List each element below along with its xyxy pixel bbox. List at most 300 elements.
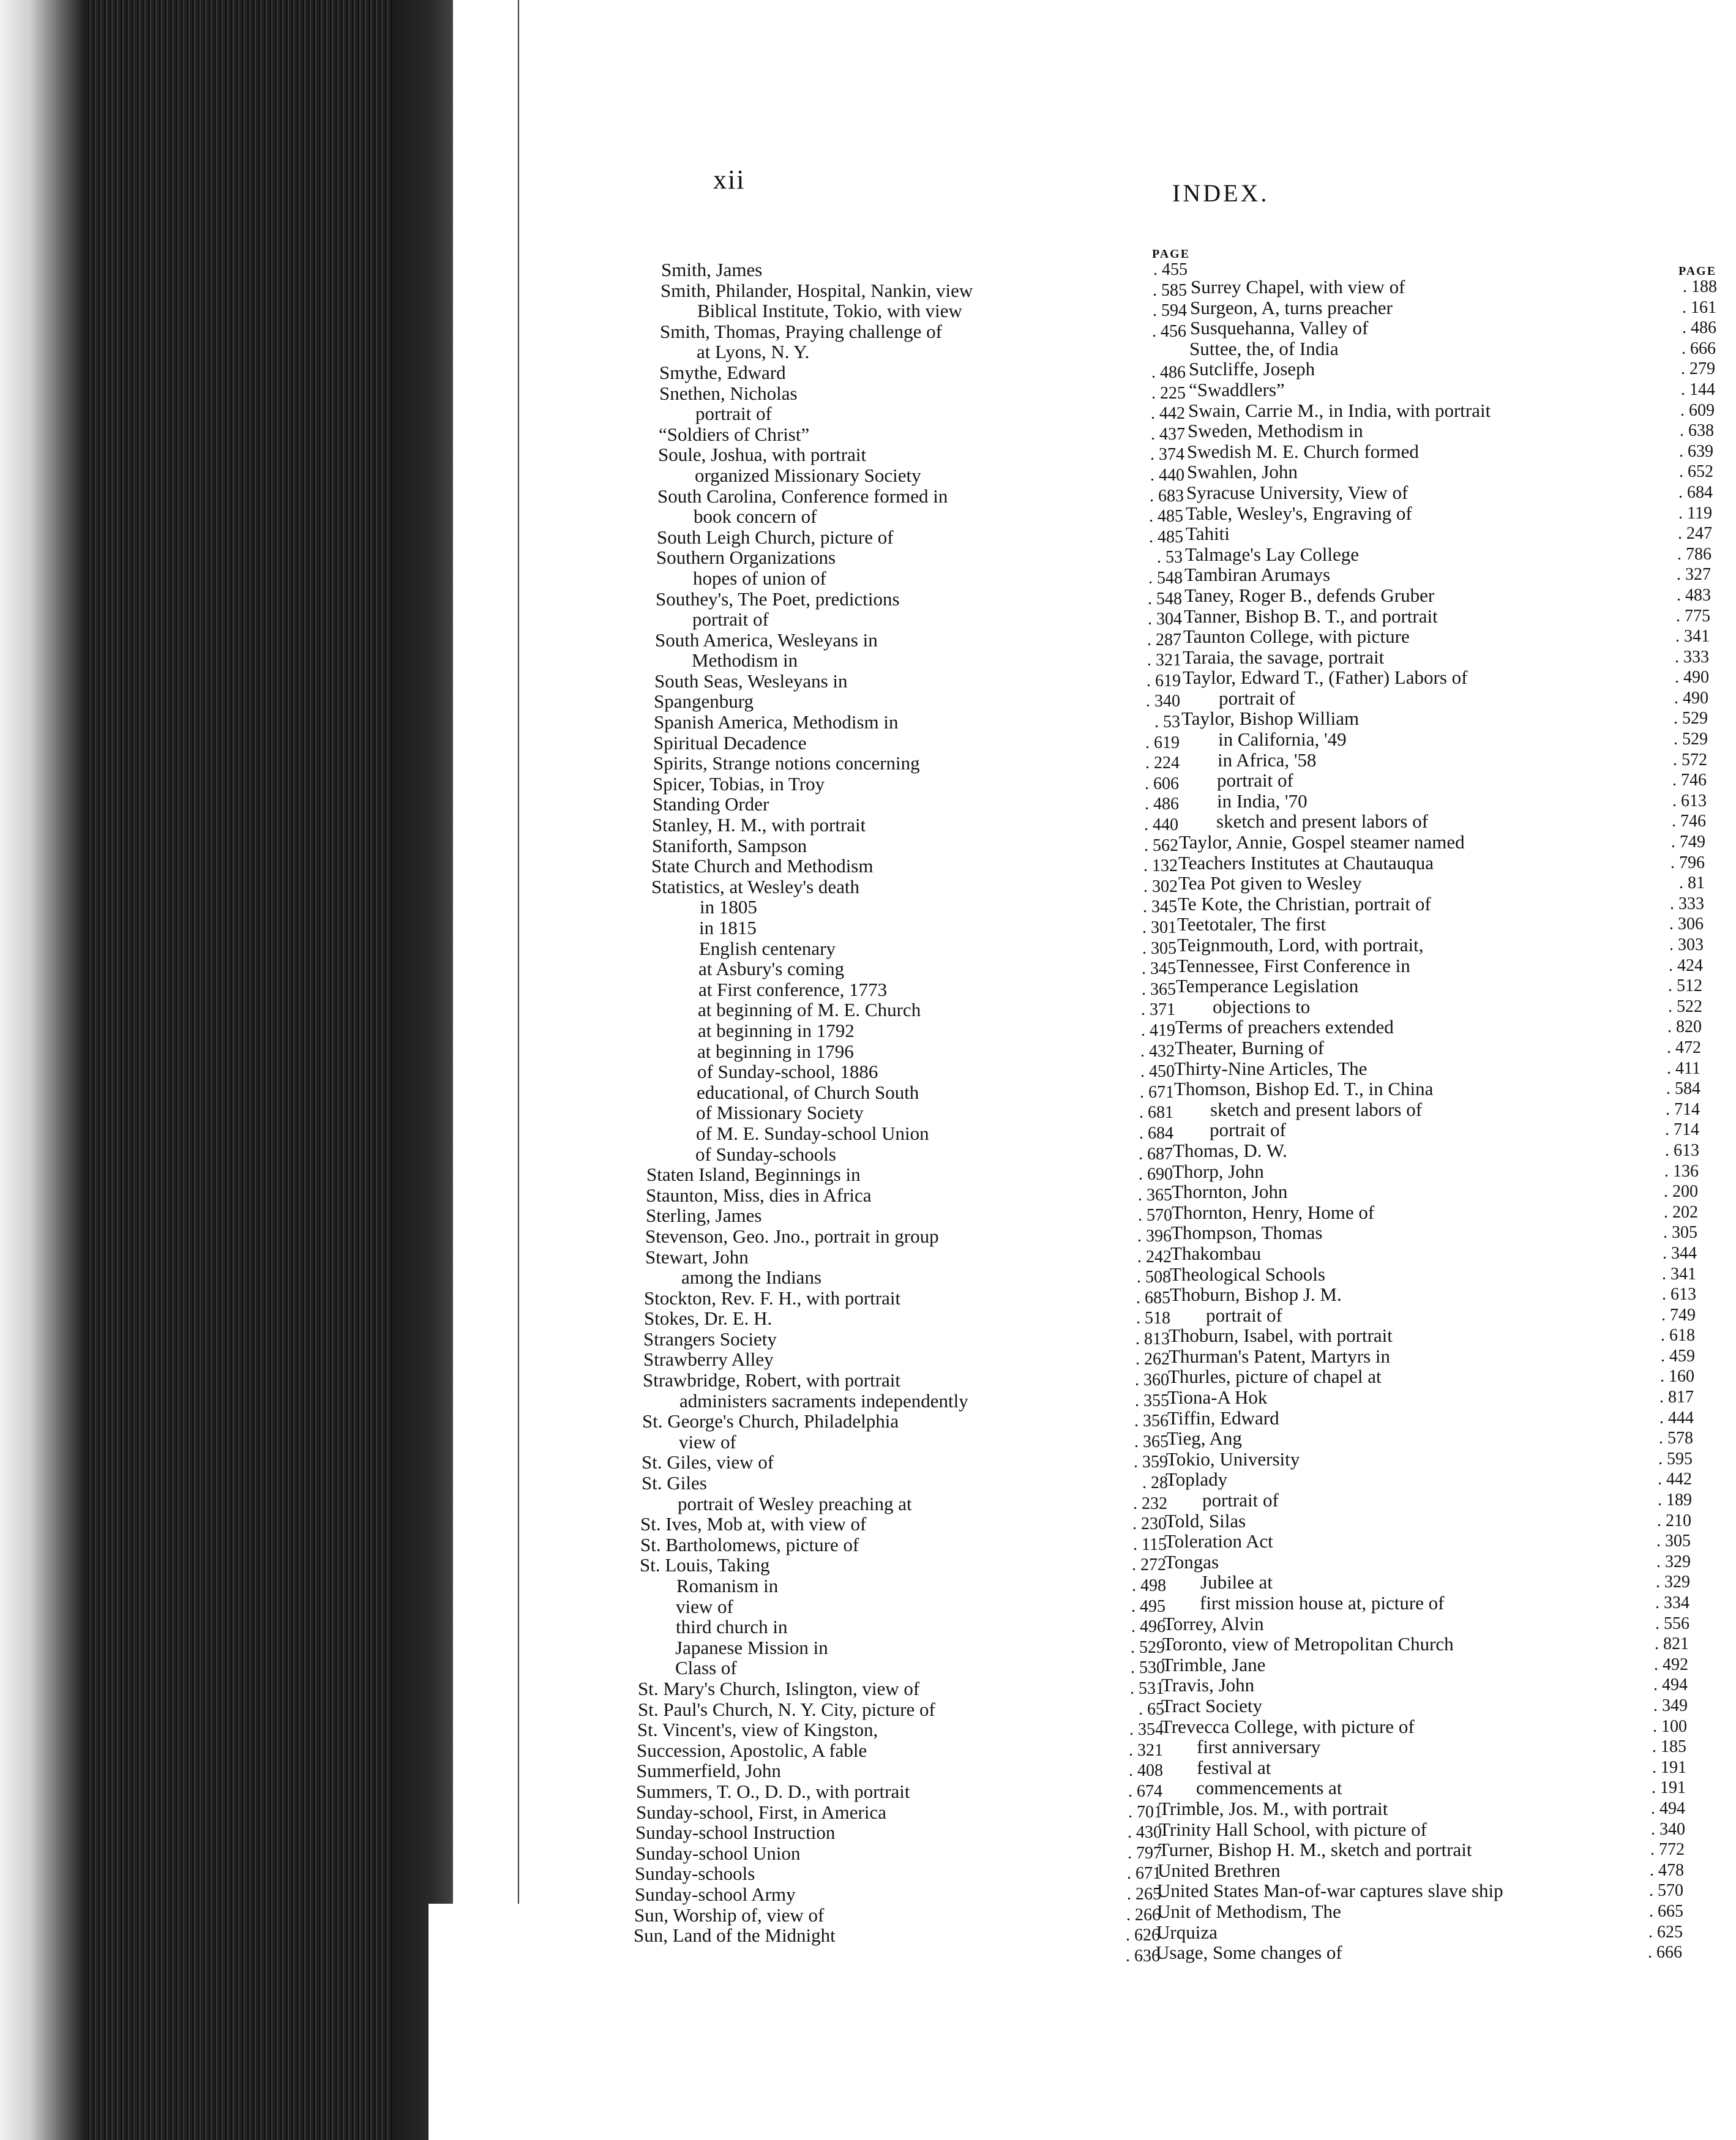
index-entry-page: . 333 [1675,647,1709,667]
index-entry-text: Told, Silas [1165,1510,1246,1532]
index-entry [642,1473,1212,1494]
index-entry-page: . 262 [1136,1350,1170,1369]
index-entry [1173,1140,1729,1161]
index-entry-page: . 345 [1143,897,1177,917]
index-entry-page: . 821 [1655,1634,1689,1654]
index-entry-text: Usage, Some changes of [1156,1942,1342,1964]
index-entry [651,856,1212,877]
index-entry-page: . 444 [1659,1408,1694,1427]
index-entry-page: . 191 [1652,1757,1686,1777]
index-entry [1156,1942,1729,1963]
index-entry-text: Staunton, Miss, dies in Africa [646,1184,872,1206]
index-entry [1180,770,1729,791]
index-entry [646,1205,1212,1226]
index-entry-text: Tea Pot given to Wesley [1178,872,1362,894]
index-entry-text: Romanism in [676,1575,779,1596]
index-entry-page: . 786 [1677,544,1712,564]
index-entry-page: . 430 [1128,1823,1162,1843]
index-entry-page: . 321 [1147,651,1181,670]
index-entry-text: Suttee, the, of India [1189,337,1339,359]
index-entry-text: St. Bartholomews, picture of [640,1533,859,1555]
index-entry [647,1102,1212,1123]
index-entry-page: . 490 [1675,668,1709,687]
index-entry [648,1082,1212,1103]
index-entry-page: . 749 [1671,832,1705,852]
index-entry [1169,1305,1729,1326]
index-entry-text: Jubilee at [1200,1571,1273,1593]
index-entry [649,1020,1212,1041]
index-entry-page: . 594 [1153,301,1187,321]
index-entry-page: . 200 [1664,1182,1698,1202]
index-entry [655,650,1212,671]
index-entry [1173,1120,1729,1140]
index-entry-text: Surgeon, A, turns preacher [1190,296,1393,318]
index-entry [639,1617,1212,1637]
index-entry [659,403,1212,424]
index-entry-text: in India, '70 [1217,790,1308,812]
index-entry-page: . 522 [1668,997,1702,1016]
index-entry [637,1760,1212,1781]
index-entry-text: Tract Society [1161,1694,1263,1716]
index-entry-page: . 701 [1128,1802,1162,1822]
index-entry-text: “Swaddlers” [1189,378,1285,400]
index-entry-page: . 327 [1677,565,1711,585]
index-entry-page: . 303 [1669,935,1704,954]
index-entry-text: St. Ives, Mob at, with view of [640,1513,867,1535]
index-entry [656,568,1212,589]
index-entry-page: . 683 [1150,486,1184,506]
index-entry [1164,1531,1729,1552]
index-entry-text: St. George's Church, Philadelphia [642,1410,899,1432]
index-entry-text: Terms of preachers extended [1175,1016,1394,1038]
index-entry-page: . 329 [1656,1552,1691,1571]
index-entry-page: . 687 [1139,1144,1173,1164]
index-entry [643,1370,1212,1391]
index-entry [1162,1634,1729,1655]
index-entry-text: St. Vincent's, view of Kingston, [637,1719,878,1741]
index-entry-page: . 483 [1677,585,1711,605]
index-entry-text: Spicer, Tobias, in Troy [653,773,825,795]
index-entry-text: Spanish America, Methodism in [654,711,899,733]
index-entry-text: portrait of [692,608,769,630]
index-entry-text: State Church and Methodism [651,855,874,877]
index-entry-text: Smith, Philander, Hospital, Nankin, view [660,279,973,301]
index-entry-page: . 472 [1667,1038,1701,1057]
index-entry-text: Sterling, James [646,1205,762,1227]
index-entry-page: . 440 [1150,465,1184,485]
index-entry [638,1678,1212,1699]
index-entry [1188,421,1729,441]
index-entry [1158,1839,1729,1860]
index-entry-text: Thornton, John [1172,1181,1288,1203]
index-entry-text: Taraia, the savage, portrait [1183,646,1385,668]
index-entry-page: . 490 [1674,688,1708,708]
index-entry-text: sketch and present labors of [1210,1098,1423,1120]
index-entry [645,1247,1212,1268]
index-entry-page: . 797 [1128,1843,1162,1863]
index-entry [661,260,1212,280]
index-entry [658,444,1212,465]
index-entry-text: Tieg, Ang [1167,1427,1242,1450]
index-entry [1157,1880,1729,1901]
index-entry [1167,1408,1729,1429]
index-entry [1166,1449,1729,1470]
index-entry-text: Tambiran Arumays [1184,564,1331,586]
index-entry-text: sketch and present labors of [1216,810,1429,832]
index-entry-text: Swahlen, John [1187,461,1298,483]
index-entry [1183,647,1729,668]
index-entry-page: . 625 [1648,1922,1683,1942]
index-entry-page: . 772 [1650,1840,1685,1860]
index-entry-page: . 636 [1126,1946,1160,1966]
index-entry-page: . 578 [1659,1429,1693,1448]
index-entry-text: Thoburn, Bishop J. M. [1170,1284,1342,1306]
index-entry [643,1391,1212,1412]
index-entry-text: South Carolina, Conference formed in [657,485,948,507]
index-entry [1159,1819,1729,1840]
index-entry-text: Thompson, Thomas [1171,1222,1323,1244]
index-entry [649,959,1212,979]
index-entry-page: . 136 [1664,1161,1699,1181]
index-entry-text: Urquiza [1156,1921,1218,1943]
index-entry-page: . 302 [1143,877,1178,896]
index-entry-text: administers sacraments independently [679,1390,968,1412]
index-entry [653,753,1212,774]
index-entry-page: . 247 [1678,524,1712,544]
index-entry-page: . 440 [1144,815,1178,835]
index-entry-text: Thomson, Bishop Ed. T., in China [1174,1078,1434,1100]
index-entry-page: . 355 [1135,1391,1169,1410]
index-entry-page: . 609 [1680,400,1715,420]
index-entry-page: . 304 [1148,610,1182,629]
index-entry [1162,1655,1729,1675]
index-entry [1178,894,1729,915]
index-entry-text: South Seas, Wesleyans in [654,670,848,692]
index-entry-page: . 685 [1136,1288,1170,1308]
index-entry-text: Taunton College, with picture [1183,626,1410,648]
index-entry-text: book concern of [694,506,817,528]
index-entry-page: . 813 [1136,1329,1170,1349]
index-entry-text: of M. E. Sunday-school Union [696,1122,929,1144]
index-entry [640,1576,1212,1596]
index-entry-text: Sunday-school Army [635,1883,796,1905]
index-entry-page: . 301 [1142,918,1177,937]
index-entry-page: . 572 [1673,750,1707,769]
index-entry-text: Toplady [1165,1468,1228,1491]
index-entry-page: . 53 [1154,713,1180,732]
index-entry-page: . 365 [1138,1185,1172,1205]
index-entry [1174,1079,1729,1099]
index-entry [1171,1222,1729,1243]
index-entry-page: . 456 [1152,321,1186,341]
index-entry [657,486,1212,507]
index-entry-text: in California, '49 [1218,728,1347,750]
index-entry-text: United Brethren [1158,1859,1281,1881]
index-entry [638,1637,1212,1658]
index-entry [1186,523,1729,544]
index-entry-text: Summerfield, John [637,1760,781,1782]
index-entry-page: . 191 [1652,1778,1686,1798]
index-entry-page: . 529 [1674,709,1708,728]
index-entry-text: St. Giles, view of [642,1451,774,1473]
index-entry [642,1432,1212,1453]
index-entry-text: “Soldiers of Christ” [659,423,810,445]
index-entry [650,918,1212,938]
index-column-left [634,259,1212,1966]
index-entry [1161,1696,1729,1716]
index-entry [639,1596,1212,1617]
index-entry-text: Southern Organizations [656,547,836,569]
index-entry-page: . 518 [1136,1309,1170,1328]
index-entry-text: in 1805 [700,896,757,918]
index-entry-text: Staniforth, Sampson [652,834,807,856]
index-entry-page: . 665 [1649,1901,1683,1921]
index-entry [652,815,1212,836]
index-entry-text: Turner, Bishop H. M., sketch and portrait [1158,1839,1472,1861]
index-entry-text: at Lyons, N. Y. [697,341,810,363]
index-entry [1158,1860,1729,1881]
index-entry [1169,1325,1729,1346]
index-entry [641,1494,1212,1514]
index-entry-page: . 496 [1131,1617,1165,1637]
index-entry [1175,1017,1729,1038]
index-entry-page: . 354 [1129,1720,1164,1740]
index-entry-text: Thomas, D. W. [1173,1139,1287,1161]
index-entry-page: . 189 [1658,1491,1692,1510]
index-entry-text: Te Kote, the Christian, portrait of [1178,892,1431,915]
index-entry-text: Spangenburg [654,690,754,713]
index-entry [647,1123,1212,1144]
index-entry-text: Strawberry Alley [643,1349,774,1371]
index-entry-page: . 585 [1153,280,1187,300]
index-entry [1170,1284,1729,1305]
index-entry-text: Tokio, University [1166,1448,1300,1470]
index-entry-page: . 556 [1655,1614,1689,1633]
index-entry-text: Thornton, Henry, Home of [1172,1201,1375,1223]
index-entry [1184,585,1729,606]
index-entry [1164,1572,1729,1593]
index-entry-text: objections to [1213,995,1311,1017]
index-entry [646,1164,1212,1185]
index-entry [642,1452,1212,1473]
index-entry-text: Tiffin, Edward [1167,1407,1279,1429]
index-entry-page: . 424 [1669,956,1703,975]
index-entry-text: Stanley, H. M., with portrait [652,814,866,836]
index-entry-page: . 671 [1127,1864,1161,1884]
index-entry-text: at Asbury's coming [698,958,845,980]
index-entry-text: United States Man-of-war captures slave ship [1157,1880,1503,1902]
index-entry-text: Trimble, Jos. M., with portrait [1159,1797,1388,1819]
index-entry-page: . 714 [1665,1120,1699,1140]
index-entry-page: . 613 [1672,791,1707,810]
index-entry-text: portrait of [1210,1119,1286,1141]
index-entry-page: . 820 [1667,1017,1702,1037]
index-entry [636,1802,1212,1823]
index-entry [1177,935,1729,956]
index-entry-text: Smith, James [661,259,763,280]
index-entry [653,733,1212,754]
index-entry-text: Sunday-school Union [635,1842,801,1864]
index-entry-text: commencements at [1196,1777,1342,1799]
index-entry [1183,667,1729,688]
index-entry-page: . 530 [1131,1658,1165,1678]
index-entry [1175,1038,1729,1058]
index-entry-page: . 606 [1145,774,1179,793]
index-entry-text: Methodism in [692,649,798,672]
index-entry-page: . 714 [1666,1099,1700,1119]
index-entry-text: Tanner, Bishop B. T., and portrait [1184,605,1438,627]
index-entry-text: Smith, Thomas, Praying challenge of [660,320,942,342]
index-entry [646,1144,1212,1165]
index-entry-page: . 360 [1135,1371,1169,1390]
index-entry-text: at beginning in 1796 [697,1040,854,1062]
index-entry-text: third church in [676,1616,788,1638]
index-entry [1174,1058,1729,1079]
index-entry [644,1308,1212,1329]
index-entry [659,362,1212,383]
index-entry-text: Taylor, Annie, Gospel steamer named [1179,831,1465,853]
index-entry [660,280,1212,301]
index-entry-page: . 529 [1674,730,1708,749]
index-entry [1169,1346,1729,1367]
index-entry-page: . 442 [1658,1470,1692,1489]
index-entry [634,1946,1212,1967]
index-entry-page: . 584 [1666,1079,1700,1099]
index-entry-page: . 442 [1151,404,1185,424]
index-entry-text: Taylor, Bishop William [1181,708,1360,730]
index-entry-text: Sunday-schools [635,1863,755,1885]
index-entry-text: Swedish M. E. Church formed [1187,440,1419,462]
index-entry-page: . 279 [1681,359,1715,379]
index-entry-text: Sutcliffe, Joseph [1189,358,1315,380]
index-entry [649,1000,1212,1020]
index-entry-page: . 242 [1137,1247,1172,1266]
page-title: INDEX. [1172,179,1270,207]
index-entry-page: . 28 [1142,1473,1168,1493]
index-entry-page: . 531 [1130,1678,1164,1698]
index-entry-page: . 478 [1650,1860,1684,1880]
book-gutter [392,0,459,2140]
index-entry-text: at First conference, 1773 [698,978,888,1000]
index-entry-page: . 498 [1132,1576,1166,1595]
index-entry-page: . 432 [1140,1041,1175,1061]
index-entry [1186,503,1729,524]
index-entry-text: Tiona-A Hok [1167,1386,1268,1409]
index-entry [637,1740,1212,1761]
index-entry-page: . 548 [1148,589,1182,608]
index-entry [640,1555,1212,1576]
index-entry-page: . 437 [1151,424,1185,444]
index-entry-text: Temperance Legislation [1176,975,1359,997]
index-entry-text: Statistics, at Wesley's death [651,875,860,897]
index-entry-page: . 486 [1145,795,1179,814]
index-entry-text: Trevecca College, with picture of [1161,1715,1415,1737]
index-entry [642,1411,1212,1432]
index-entry-text: St. Paul's Church, N. Y. City, picture of [638,1698,935,1720]
index-entry-text: first anniversary [1197,1736,1321,1758]
index-entry-text: Snethen, Nicholas [659,382,798,404]
index-entry-text: Tahiti [1186,523,1230,545]
index-entry-page: . 329 [1656,1573,1690,1592]
index-entry-text: Summers, T. O., D. D., with portrait [636,1780,910,1802]
index-entry-text: Table, Wesley's, Engraving of [1186,502,1412,524]
index-entry [1184,606,1729,627]
index-entry-page: . 746 [1672,771,1707,790]
index-entry [653,774,1212,795]
index-entry-text: Syracuse University, View of [1186,481,1409,503]
index-entry-page: . 321 [1129,1740,1163,1760]
index-entry [1160,1737,1729,1757]
index-entry [1176,976,1729,997]
index-entry-page: . 626 [1126,1926,1160,1945]
index-entry-text: view of [676,1595,733,1617]
index-entry [1189,380,1729,400]
index-entry [645,1226,1212,1247]
index-entry-page: . 305 [1142,938,1177,958]
index-entry-page: . 512 [1668,976,1702,996]
index-entry-page: . 548 [1148,568,1183,588]
index-entry-text: Stewart, John [645,1246,749,1268]
index-entry-page: . 666 [1682,339,1716,358]
index-entry-text: Biblical Institute, Tokio, with view [697,300,962,322]
index-entry [1170,1243,1729,1264]
index-entry-page: . 459 [1661,1346,1695,1366]
index-entry-text: Sunday-school, First, in America [636,1801,886,1823]
index-entry-page: . 119 [1678,503,1712,523]
index-entry [653,794,1212,815]
index-entry [640,1514,1212,1535]
index-entry-text: among the Indians [681,1266,822,1289]
index-entry [1183,626,1729,647]
index-entry [643,1329,1212,1350]
index-entry-page: . 81 [1679,874,1705,893]
index-entry-text: Spiritual Decadence [653,731,807,754]
index-entry [643,1349,1212,1370]
index-entry-text: Japanese Mission in [675,1636,828,1658]
index-entry-text: Strawbridge, Robert, with portrait [643,1369,900,1391]
index-entry-page: . 613 [1665,1140,1699,1160]
index-entry [658,465,1212,486]
index-entry [1176,997,1729,1017]
index-entry-page: . 613 [1662,1285,1696,1304]
index-entry [1168,1366,1729,1387]
index-entry-page: . 333 [1670,894,1704,913]
index-entry-page: . 492 [1654,1655,1688,1674]
index-entry-page: . 674 [1128,1781,1162,1801]
index-entry-text: portrait of Wesley preaching at [678,1492,912,1514]
index-entry [635,1843,1212,1864]
index-entry-text: organized Missionary Society [695,464,921,486]
index-entry-page: . 305 [1656,1532,1691,1551]
index-entry-text: Trinity Hall School, with picture of [1159,1818,1427,1840]
index-entry-page: . 485 [1149,527,1183,547]
index-entry-text: Teachers Institutes at Chautauqua [1178,851,1434,874]
index-entry [660,321,1212,342]
index-entry [654,691,1212,712]
index-entry [1161,1716,1729,1737]
index-entry-page: . 508 [1137,1268,1171,1287]
index-entry [1157,1901,1729,1922]
index-entry [1160,1757,1729,1778]
index-entry [1156,1922,1729,1943]
index-entry-text: educational, of Church South [697,1081,919,1103]
index-entry-page: . 53 [1157,548,1183,567]
index-entry-text: Thurles, picture of chapel at [1168,1366,1382,1388]
index-entry-page: . 340 [1146,692,1180,711]
index-entry-text: Soule, Joshua, with portrait [658,444,867,466]
index-entry-text: Theater, Burning of [1175,1036,1325,1058]
index-entry-page: . 356 [1134,1412,1169,1431]
